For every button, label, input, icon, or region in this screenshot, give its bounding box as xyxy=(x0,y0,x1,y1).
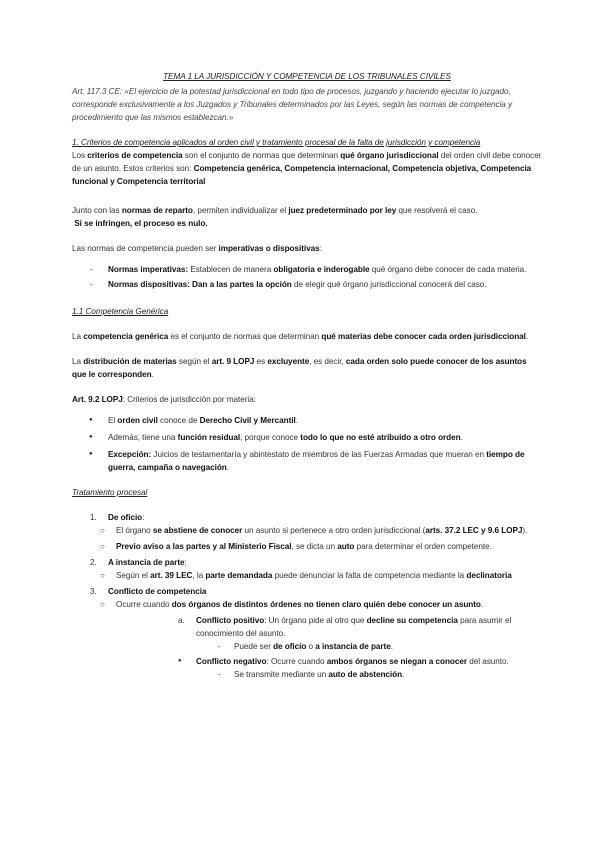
distribucion-paragraph: La distribución de materias según el art. 9 LOPJ es excluyente, es decir, cada orden solo puede conocer de los asuntos que le corresponden. xyxy=(72,357,527,379)
document-title: TEMA 1 LA JURISDICCIÓN Y COMPETENCIA DE LOS TRIBUNALES CIVILES xyxy=(163,72,451,81)
jurisdiccion-bullets xyxy=(72,414,542,474)
list-item: - Normas imperativas: Establecen de manera obligatoria e inderogable qué órgano debe conocer de cada materia. xyxy=(72,263,542,276)
section-1-1-heading: 1.1 Competencia Genérica xyxy=(72,307,169,316)
list-item: 2. A instancia de parte: ○ Según el art. 39 LEC, la parte demandada puede denunciar la falta de competencia mediante la declinatoria xyxy=(72,556,542,582)
art-9-2-paragraph: Art. 9.2 LOPJ: Criterios de jurisdicción por materia: xyxy=(72,395,256,404)
reparto-paragraph: Junto con las normas de reparto, permiten individualizar el juez predeterminado por ley que resolverá el caso. Si se infringen, el proceso es nulo. xyxy=(72,206,478,228)
tratamiento-list xyxy=(72,511,542,681)
competencia-generica-paragraph: La competencia genérica es el conjunto de normas que determinan qué materias debe conocer cada orden jurisdiccional. xyxy=(72,332,529,341)
tipos-normas-list xyxy=(72,263,542,291)
tratamiento-heading: Tratamiento procesal xyxy=(72,488,148,497)
list-item: - Normas dispositivas: Dan a las partes la opción de elegir qué órgano jurisdiccional conocerá del caso. xyxy=(72,278,542,291)
list-item: - Puede ser de oficio o a instancia de parte. xyxy=(218,642,393,651)
art-117-quote: Art. 117.3 CE: «El ejercicio de la potestad jurisdiccional en todo tipo de procesos, juzgando y haciendo ejecutar lo juzgado, corresponde exclusivamente a los Juzgados y Tribunales determinados por las Leyes, según las normas de competencia y procedimiento que las mismos establezcan.» xyxy=(72,87,513,122)
list-item: 1. De oficio: ○ El órgano se abstiene de conocer un asunto si pertenece a otro orden jurisdiccional (arts. 37.2 LEC y 9.6 LOPJ). ○ Previo aviso a las partes y al Ministerio Fiscal, se dicta un auto para determinar el orden competente. xyxy=(72,511,542,553)
list-item: ○ Ocurre cuando dos órganos de distintos órdenes no tienen claro quién debe conocer un asunto. xyxy=(100,600,484,609)
list-item: 3. Conflicto de competencia ○ Ocurre cuando dos órganos de distintos órdenes no tienen claro quién debe conocer un asunto. a. Conflicto positivo: Un órgano pide al otro que decline su competencia para asumir el conocimiento del asunto. - Puede ser de oficio o a instancia de parte. ● Conflicto negativo: Ocurre cuando ambos órganos se niegan a conocer del asunto. - Se transmite mediante un auto de abstención. xyxy=(72,585,542,681)
criterios-paragraph: Los criterios de competencia son el conjunto de normas que determinan qué órgano jurisdiccional del orden civil debe conocer de un asunto. Estos criterios son: Competencia genérica, Competencia internacional, Competencia objetiva, Competencia funcional y Competencia territorial xyxy=(72,151,542,186)
list-item: ○ Previo aviso a las partes y al Ministerio Fiscal, se dicta un auto para determinar el orden competente. xyxy=(100,542,492,551)
tipos-normas-paragraph: Las normas de competencia pueden ser imperativas o dispositivas: xyxy=(72,244,322,253)
list-item: ● Excepción: Juicios de testamentaría y abintestato de miembros de las Fuerzas Armadas que mueran en tiempo de guerra, campaña o navegación. xyxy=(72,448,542,474)
list-item: ● Conflicto negativo: Ocurre cuando ambos órganos se niegan a conocer del asunto. - Se transmite mediante un auto de abstención. xyxy=(144,655,542,681)
list-item: ○ Según el art. 39 LEC, la parte demandada puede denunciar la falta de competencia mediante la declinatoria xyxy=(100,571,512,580)
nulidad-note: Si se infringen, el proceso es nulo. xyxy=(74,219,208,228)
section-1-heading: 1. Criterios de competencia aplicados al orden civil y tratamiento procesal de la falta de jurisdicción y competencia xyxy=(72,138,481,147)
list-item: a. Conflicto positivo: Un órgano pide al otro que decline su competencia para asumir el conocimiento del asunto. - Puede ser de oficio o a instancia de parte. xyxy=(144,614,542,653)
list-item: - Se transmite mediante un auto de abstención. xyxy=(218,670,405,679)
list-item: ○ El órgano se abstiene de conocer un asunto si pertenece a otro orden jurisdiccional (arts. 37.2 LEC y 9.6 LOPJ). xyxy=(100,526,528,535)
list-item: ● El orden civil conoce de Derecho Civil y Mercantil. xyxy=(72,414,542,427)
list-item: ● Además, tiene una función residual, porque conoce todo lo que no esté atribuido a otro orden. xyxy=(72,431,542,444)
